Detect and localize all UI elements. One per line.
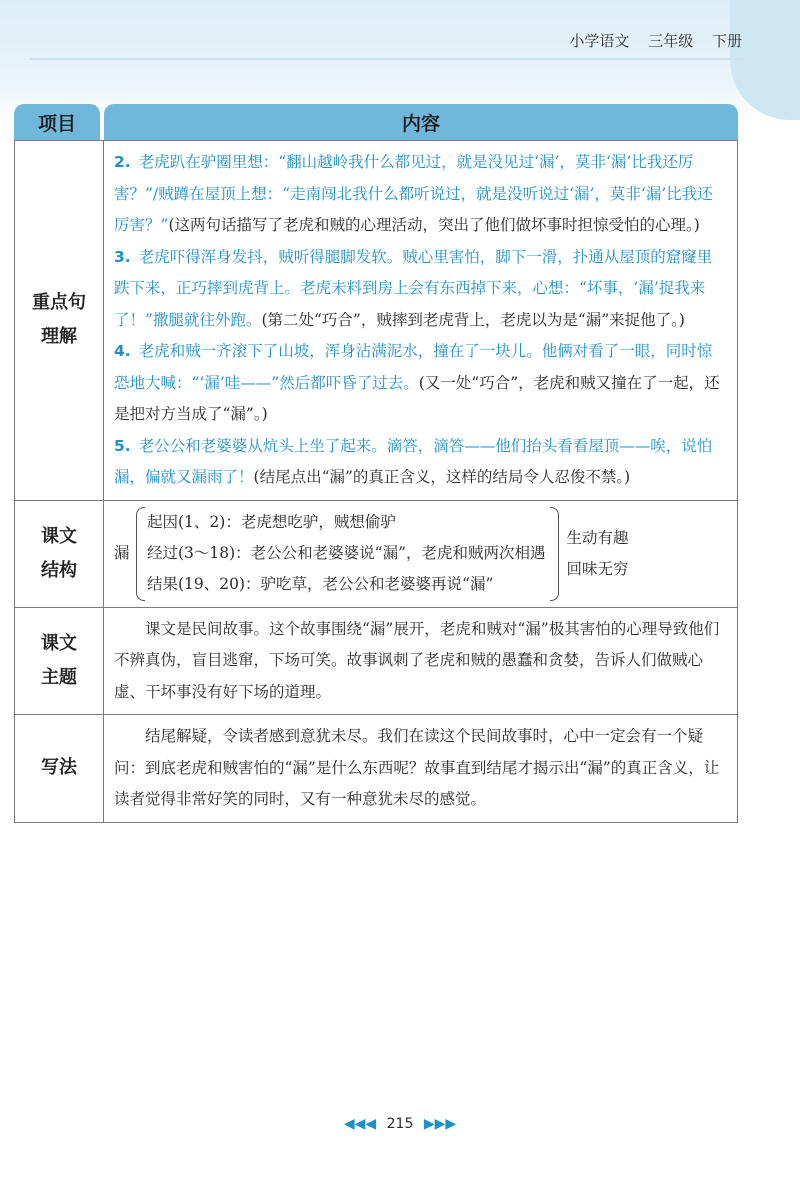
item-note: (第二处“巧合”，贼摔到老虎背上，老虎以为是“漏”来捉他了。) xyxy=(261,310,685,329)
label-line-2: 理解 xyxy=(41,326,77,348)
item-note: (又一处“巧合”，老虎和贼又撞在了一起，还是把对方当成了“漏”。) xyxy=(114,373,720,423)
structure-lines xyxy=(147,507,546,600)
table-header xyxy=(14,104,738,140)
structure-line-result: 结果(19、20)：驴吃草，老公公和老婆婆再说“漏” xyxy=(147,575,494,593)
item-note: (这两句话描写了老虎和贼的心理活动，突出了他们做坏事时担惊受怕的心理。) xyxy=(168,216,700,234)
label-theme xyxy=(15,607,104,715)
subject-label: 小学语文 xyxy=(569,32,630,50)
label-line-1: 课文 xyxy=(41,525,77,547)
right-arrows-icon: ▶▶▶ xyxy=(423,1116,457,1132)
summary-line-2: 回味无穷 xyxy=(566,559,629,578)
structure-diagram xyxy=(114,507,727,601)
row-structure xyxy=(15,500,738,607)
sentence-item xyxy=(114,336,727,431)
left-brace xyxy=(136,507,145,601)
right-brace xyxy=(550,507,559,601)
label-line-1: 课文 xyxy=(41,632,77,654)
structure-summary xyxy=(567,523,629,585)
sentence-item xyxy=(114,242,727,337)
item-quote: 老虎吓得浑身发抖，贼听得腿脚发软。贼心里害怕，脚下一滑，扑通从屋顶的窟窿里跌下来，正巧摔到虎背上。老虎未料到房上会有东西掉下来，心想：“坏事，‘漏’捉我来了！”撒腿就往外跑。 xyxy=(114,247,713,329)
structure-line-process: 经过(3～18)：老公公和老婆婆说“漏”，老虎和贼两次相遇 xyxy=(147,544,546,562)
col-header-content: 内容 xyxy=(104,104,738,140)
header-band xyxy=(0,0,800,120)
col-header-item: 项目 xyxy=(14,104,100,140)
structure-line-cause: 起因(1、2)：老虎想吃驴，贼想偷驴 xyxy=(147,513,396,531)
row-theme xyxy=(15,607,738,715)
row-writing-method xyxy=(15,715,738,823)
item-quote: 老虎趴在驴圈里想：“翻山越岭我什么都见过，就是没见过‘漏’，莫非‘漏’比我还厉害？”/贼蹲在屋顶上想：“走南闯北我什么都听说过，就是没听说过‘漏’，莫非‘漏’比我还厉害？” xyxy=(114,153,713,234)
content-writing-method xyxy=(104,715,738,823)
label-key-sentences xyxy=(15,141,104,501)
content-theme xyxy=(104,607,738,715)
structure-root: 漏 xyxy=(114,543,130,562)
item-quote: 老公公和老婆婆从炕头上坐了起来。滴答，滴答——他们抬头看看屋顶——唉，说怕漏，偏就又漏雨了！ xyxy=(114,436,713,486)
summary-table xyxy=(14,140,738,823)
label-writing-method: 写法 xyxy=(15,715,104,823)
writing-method-text: 结尾解疑，令读者感到意犹未尽。我们在读这个民间故事时，心中一定会有一个疑问：到底老虎和贼害怕的“漏”是什么东西呢？故事直到结尾才揭示出“漏”的真正含义，让读者觉得非常好笑的同时，又有一种意犹未尽的感觉。 xyxy=(114,727,720,808)
theme-text: 课文是民间故事。这个故事围绕“漏”展开，老虎和贼对“漏”极其害怕的心理导致他们不辨真伪，盲目逃窜，下场可笑。故事讽刺了老虎和贼的愚蠢和贪婪，告诉人们做贼心虚、干坏事没有好下场的道理。 xyxy=(114,619,720,701)
volume-label: 下册 xyxy=(711,32,742,50)
item-quote: 老虎和贼一齐滚下了山坡，浑身沾满泥水，撞在了一块儿。他俩对看了一眼，同时惊恐地大喊：“‘漏’哇——”然后都吓昏了过去。 xyxy=(114,342,713,392)
page-footer xyxy=(0,1116,800,1132)
label-structure xyxy=(15,500,104,607)
label-line-2: 主题 xyxy=(41,666,77,688)
summary-line-1: 生动有趣 xyxy=(566,528,629,547)
item-number: 5. xyxy=(114,436,131,455)
sentence-item xyxy=(114,431,727,494)
sentence-item xyxy=(114,147,727,242)
left-arrows-icon: ◀◀◀ xyxy=(343,1116,377,1132)
summary-table-wrapper xyxy=(14,104,738,823)
header-rule xyxy=(30,58,742,60)
item-number: 3. xyxy=(114,247,131,266)
item-number: 2. xyxy=(114,153,131,171)
item-number: 4. xyxy=(114,342,131,360)
label-line-2: 结构 xyxy=(41,559,77,581)
row-key-sentences xyxy=(15,141,738,501)
label-line-1: 重点句 xyxy=(32,292,86,314)
grade-label: 三年级 xyxy=(648,32,694,50)
book-header xyxy=(555,30,742,51)
content-key-sentences xyxy=(104,141,738,501)
header-wave-decoration xyxy=(730,0,800,120)
content-structure xyxy=(104,500,738,607)
item-note: (结尾点出“漏”的真正含义，这样的结局令人忍俊不禁。) xyxy=(253,468,631,486)
page-number: 215 xyxy=(386,1116,414,1132)
